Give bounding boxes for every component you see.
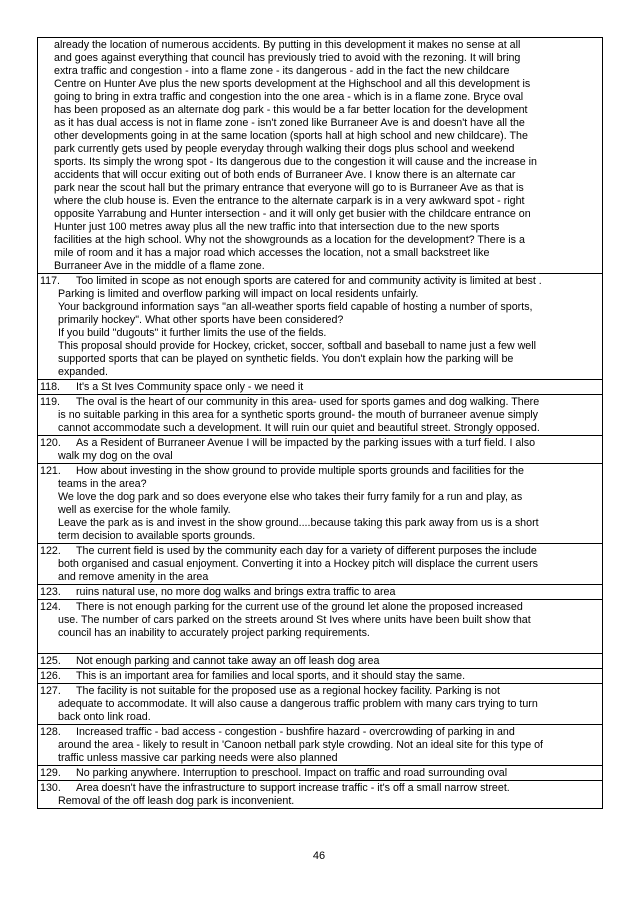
comment-line: traffic unless massive car parking needs were also planned [58,752,338,764]
comment-row [38,669,602,684]
comment-line: As a Resident of Burraneer Avenue I will be impacted by the parking issues with a turf field. I also [76,437,536,449]
comment-number: 117. [40,275,61,287]
comment-line: primarily hockey". What other sports have been considered? [58,314,344,326]
comment-number: 125. [40,655,61,667]
comment-number: 123. [40,586,61,598]
comment-line: How about investing in the show ground to provide multiple sports grounds and facilities for the [76,465,524,477]
comment-line: Too limited in scope as not enough sports are catered for and community activity is limited at best . [76,275,542,287]
comment-line: term decision to available sports grounds. [58,530,256,542]
comment-number: 120. [40,437,61,449]
comment-number: 122. [40,545,61,557]
comment-row [38,544,602,585]
comment-line [58,640,598,653]
comment-row [38,725,602,766]
comment-line: Not enough parking and cannot take away an off leash dog area [76,655,380,667]
comment-row [38,600,602,654]
comment-line: park near the scout hall but the primary entrance that everyone will go to is Burraneer Ave as that is [54,182,524,194]
comment-line: and goes against everything that council has previously tried to avoid with the rezoning. It will bring [54,52,521,64]
comment-line: Removal of the off leash dog park is inconvenient. [58,795,295,807]
comment-line: Hunter just 100 metres away plus all the new traffic into that intersection due to the new sports [54,221,500,233]
comment-line: The oval is the heart of our community in this area- used for sports games and dog walking. There [76,396,540,408]
comment-row [38,436,602,464]
page-number: 46 [312,850,326,862]
comment-line: The facility is not suitable for the proposed use as a regional hockey facility. Parking is not [76,685,500,697]
comment-line: back onto link road. [58,711,151,723]
comment-line: well as exercise for the whole family. [58,504,231,516]
comment-line: adequate to accommodate. It will also cause a dangerous traffic problem with many cars trying to turn [58,698,538,710]
comment-line: going to bring in extra traffic and congestion into the one area - which is in a flame zone. Bryce oval [54,91,524,103]
comment-row [38,684,602,725]
comment-line: supported sports that can be played on synthetic fields. You don't explain how the parking will be [58,353,514,365]
comment-line: mile of room and it has a major road which accesses the location, not a small backstreet like [54,247,490,259]
comment-line: Parking is limited and overflow parking will impact on local residents unfairly. [58,288,419,300]
comment-line: Burraneer Ave in the middle of a flame zone. [54,260,265,272]
comment-line: Centre on Hunter Ave plus the new sports development at the Highschool and all this development is [54,78,531,90]
comment-line: council has an inability to accurately project parking requirements. [58,627,370,639]
comment-row [38,38,602,274]
comment-line: teams in the area? [58,478,147,490]
comment-line: both organised and casual enjoyment. Converting it into a Hockey pitch will displace the current users [58,558,539,570]
comment-line: around the area - likely to result in 'Canoon netball park style crowding. Not an ideal site for this type of [58,739,544,751]
comment-line: and remove amenity in the area [58,571,209,583]
comment-number: 130. [40,782,61,794]
comment-number: 128. [40,726,61,738]
comment-line: opposite Yarrabung and Hunter intersection - and it will only get busier with the childcare entrance on [54,208,531,220]
comment-line: other developments going in at the same location (sports hall at high school and new childcare). The [54,130,528,142]
comment-line: Leave the park as is and invest in the show ground....because taking this park away from us is a short [58,517,539,529]
comment-line: ruins natural use, no more dog walks and brings extra traffic to area [76,586,396,598]
comment-row [38,654,602,669]
comment-row [38,464,602,544]
comment-number: 129. [40,767,61,779]
comment-line: The current field is used by the community each day for a variety of different purposes the include [76,545,537,557]
comment-line: Your background information says "an all-weather sports field capable of hosting a number of sports, [58,301,533,313]
comment-line: is no suitable parking in this area for a synthetic sports ground- the mouth of burraneer avenue simply [58,409,539,421]
comment-row [38,781,602,809]
comment-number: 121. [40,465,61,477]
comment-line: No parking anywhere. Interruption to preschool. Impact on traffic and road surrounding oval [76,767,508,779]
comment-line: This proposal should provide for Hockey, cricket, soccer, softball and baseball to name just a few well [58,340,537,352]
comment-number: 119. [40,396,61,408]
comment-number: 124. [40,601,61,613]
comment-line: cannot accommodate such a development. It will ruin our quiet and beautiful street. Strongly opposed. [58,422,540,434]
comment-row [38,585,602,600]
comment-line: facilities at the high school. Why not the showgrounds as a location for the development? There is a [54,234,525,246]
comment-number: 126. [40,670,61,682]
comment-line: This is an important area for families and local sports, and it should stay the same. [76,670,466,682]
comment-line: use. The number of cars parked on the streets around St Ives where units have been built show that [58,614,531,626]
comment-row [38,395,602,436]
comment-row [38,766,602,781]
comment-line: Area doesn't have the infrastructure to support increase traffic - it's off a small narrow street. [76,782,510,794]
comment-line: If you build "dugouts" it further limits the use of the fields. [58,327,327,339]
comment-row [38,380,602,395]
comment-row [38,274,602,380]
comment-line: accidents that will occur exiting out of both ends of Burraneer Ave. I know there is an alternate car [54,169,516,181]
comment-line: park currently gets used by people everyday through walking their dogs plus school and weekend [54,143,515,155]
comment-line: walk my dog on the oval [58,450,173,462]
comment-line: Increased traffic - bad access - congestion - bushfire hazard - overcrowding of parking in and [76,726,515,738]
comment-line: It's a St Ives Community space only - we need it [76,381,304,393]
comments-table [37,37,603,809]
comment-line: already the location of numerous accidents. By putting in this development it makes no sense at all [54,39,521,51]
comment-line: as it has dual access is not in flame zone - isn't zoned like Burraneer Ave is and doesn't have all the [54,117,525,129]
comment-line: We love the dog park and so does everyone else who takes their furry family for a run and play, as [58,491,523,503]
comment-line: extra traffic and congestion - into a flame zone - its dangerous - add in the fact the new childcare [54,65,510,77]
comment-line: where the club house is. Even the entrance to the alternate carpark is in a very awkward spot - right [54,195,525,207]
comment-line: has been proposed as an alternate dog park - this would be a far better location for the development [54,104,528,116]
comment-number: 118. [40,381,61,393]
comment-number: 127. [40,685,61,697]
comment-line: expanded. [58,366,108,378]
comment-line: sports. Its simply the wrong spot - Its dangerous due to the congestion it will cause and the increase in [54,156,537,168]
comment-line: There is not enough parking for the current use of the ground let alone the proposed increased [76,601,523,613]
